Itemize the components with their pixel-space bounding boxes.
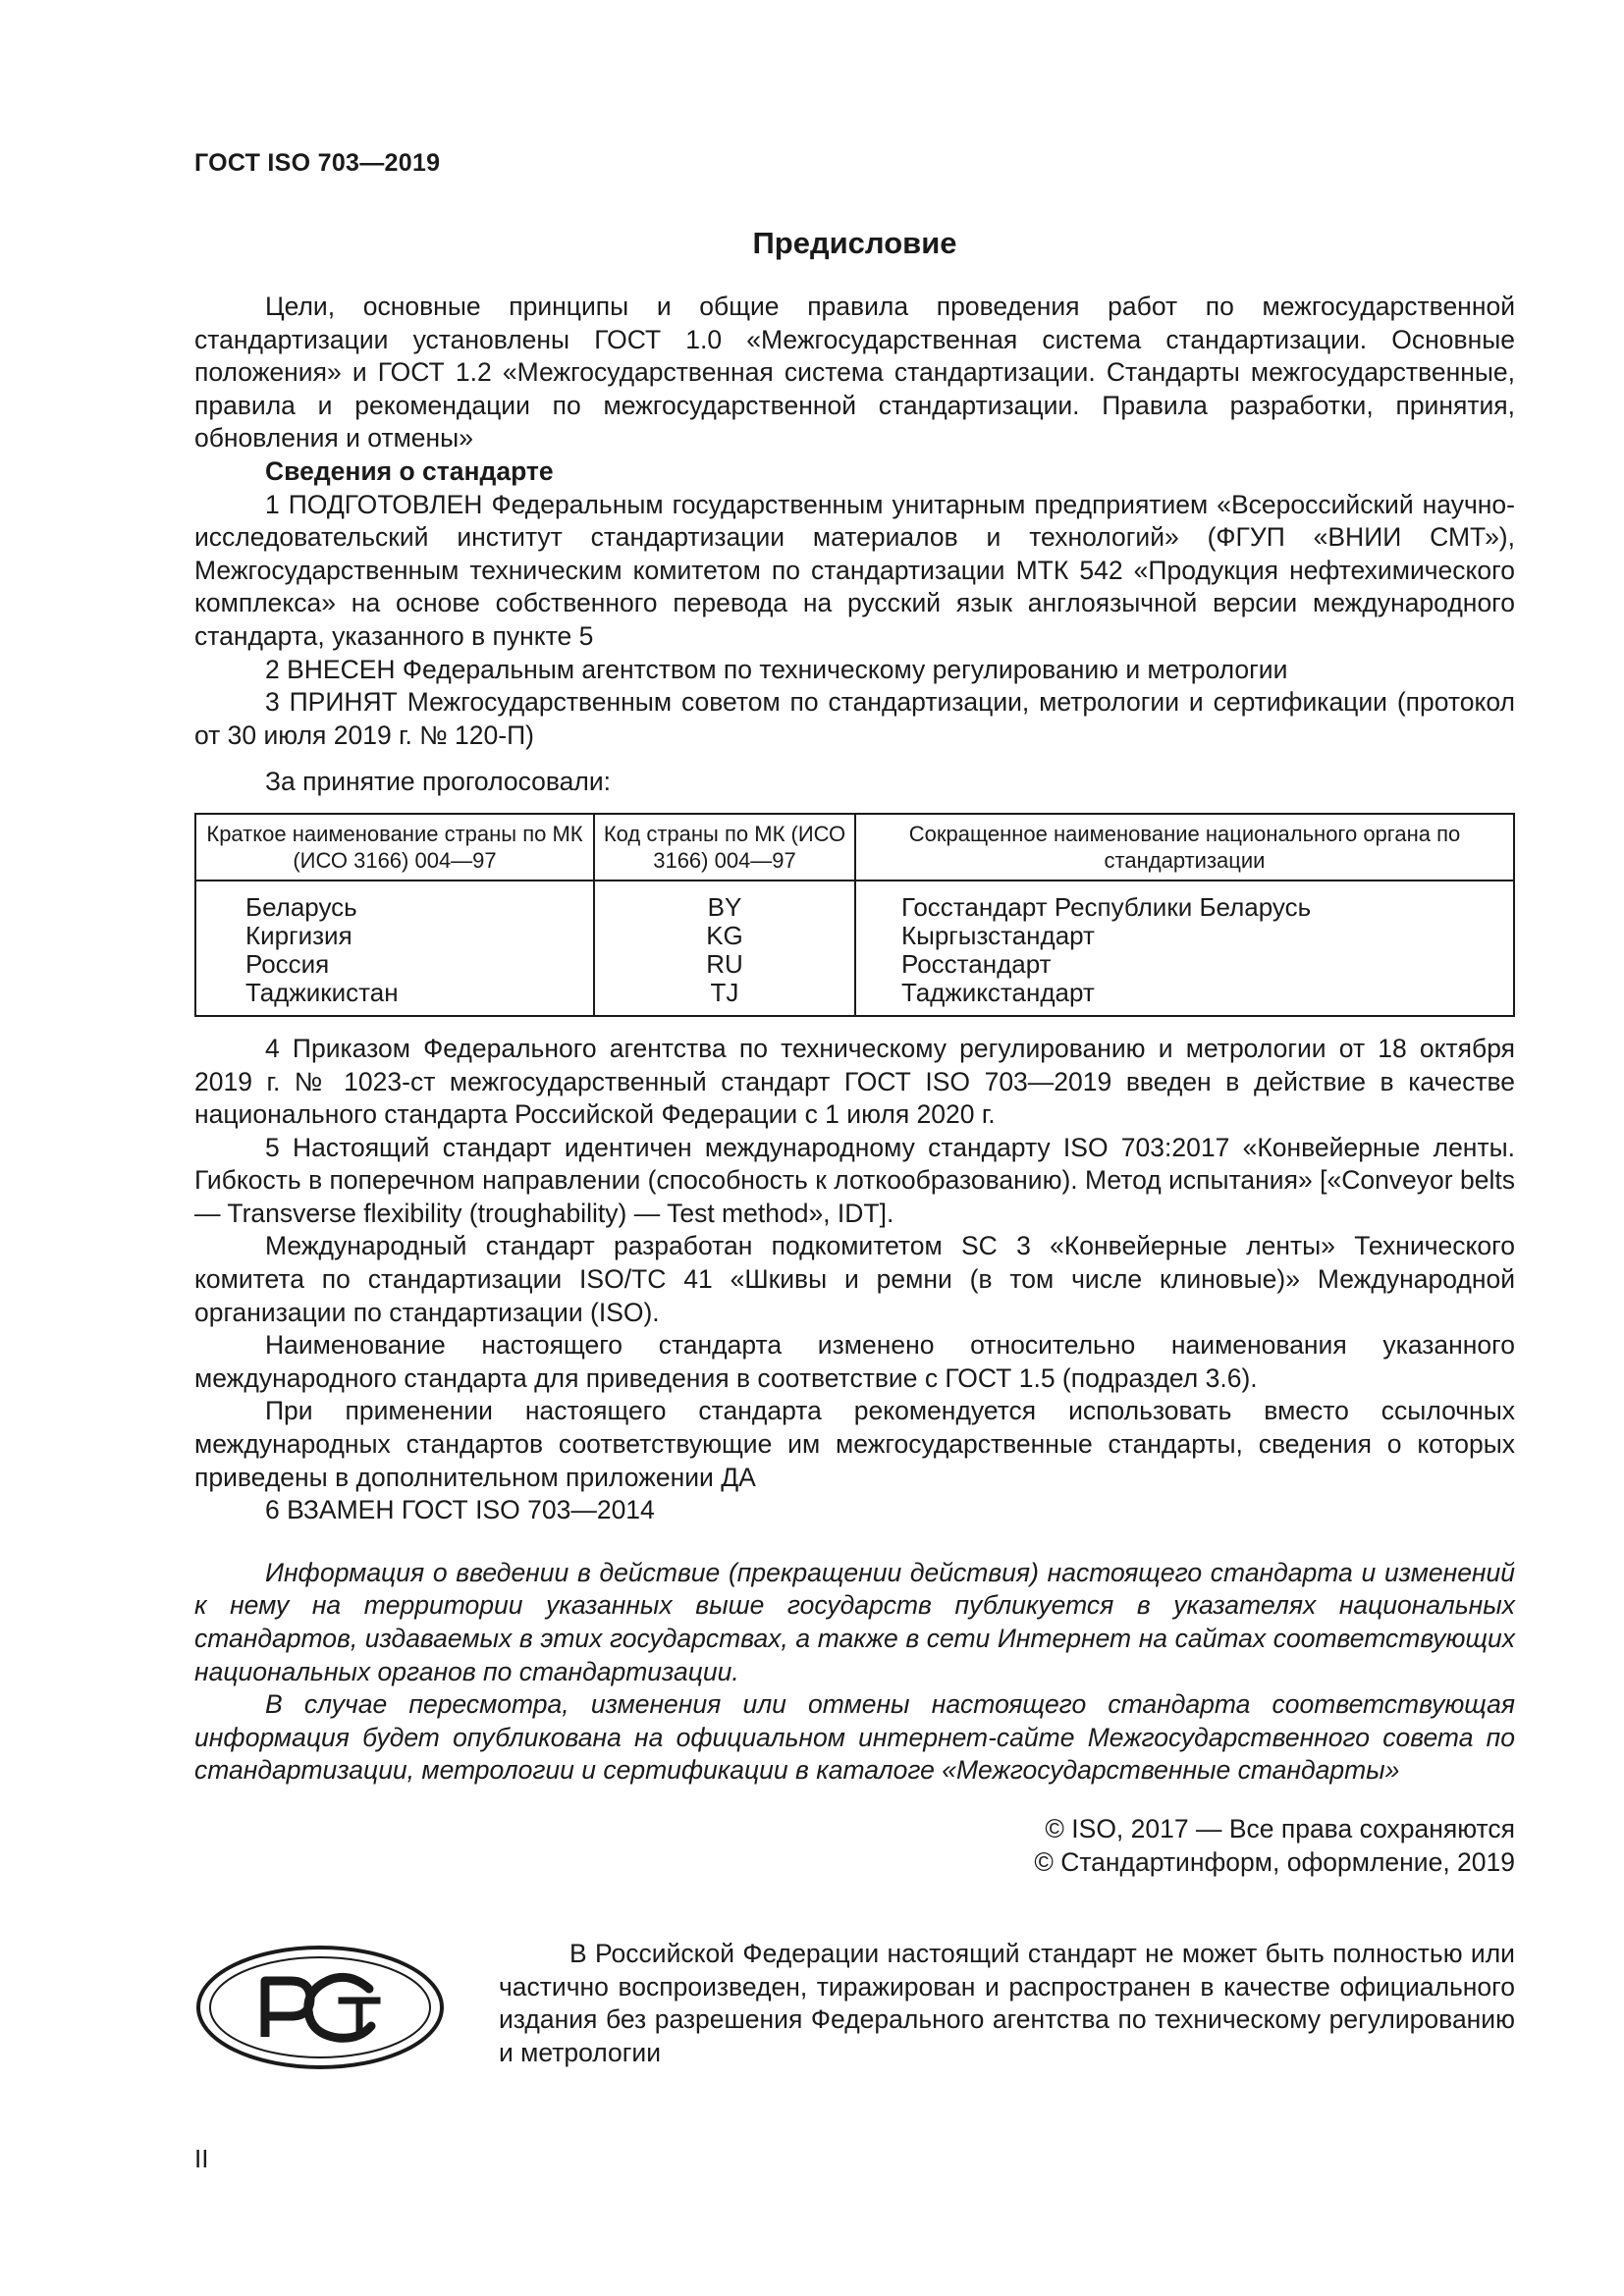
table-cell-country: Россия <box>195 950 594 979</box>
table-header-body: Сокращенное наименование национального органа по стандартизации <box>855 814 1514 881</box>
table-cell-body: Госстандарт Республики Беларусь <box>855 881 1514 922</box>
table-header-code: Код страны по МК (ИСО 3166) 004—97 <box>594 814 855 881</box>
info-heading: Сведения о стандарте <box>265 455 554 486</box>
item-3: 3 ПРИНЯТ Межгосударственным советом по стандартизации, метрологии и сертификации (протокол от 30 июля 2019 г. № 120-П) <box>194 687 1515 750</box>
intro-paragraph: Цели, основные принципы и общие правила проведения работ по межгосударственной стандартизации установлены ГОСТ 1.0 «Межгосударственная система стандартизации. Основные положения» и ГОСТ 1.2 «Межгосударственная система стандартизации. Стандарты межгосударственные, правила и рекомендации по межгосударственной стандартизации. Правила разработки, принятия, обновления и отмены» <box>194 292 1515 454</box>
document-body <box>194 291 1515 1879</box>
table-cell-body: Кыргызстандарт <box>855 922 1514 950</box>
voting-table <box>194 813 1515 1017</box>
table-row <box>195 979 1514 1016</box>
table-header-country: Краткое наименование страны по МК (ИСО 3166) 004—97 <box>195 814 594 881</box>
notice-block <box>194 1938 1515 2075</box>
page-number: II <box>194 2144 209 2173</box>
reproduction-notice: В Российской Федерации настоящий стандарт не может быть полностью или частично воспроизведен, тиражирован и распространен в качестве официального издания без разрешения Федерального агентства по техническому регулированию и метрологии <box>499 1939 1515 2067</box>
rst-certification-mark-icon <box>194 1944 446 2071</box>
table-header-row <box>195 814 1514 881</box>
voted-label: За принятие проголосовали: <box>265 767 612 797</box>
item-5-developer: Международный стандарт разработан подкомитетом SC 3 «Конвейерные ленты» Технического комитета по стандартизации ISO/TC 41 «Шкивы и ремни (в том числе клиновые)» Международной организации по стандартизации (ISO). <box>194 1231 1515 1327</box>
table-cell-code: BY <box>594 881 855 922</box>
table-cell-code: TJ <box>594 979 855 1016</box>
italic-note-1: Информация о введении в действие (прекращении действия) настоящего стандарта и изменений к нему на территории указанных выше государств публикуется в указателях национальных стандартов, издаваемых в этих государствах, а также в сети Интернет на сайтах соответствующих национальных органов по стандартизации. <box>194 1557 1515 1686</box>
table-row <box>195 922 1514 950</box>
table-cell-body: Таджикстандарт <box>855 979 1514 1016</box>
running-head: ГОСТ ISO 703—2019 <box>194 149 441 177</box>
table-cell-country: Киргизия <box>195 922 594 950</box>
table-row <box>195 881 1514 922</box>
item-6: 6 ВЗАМЕН ГОСТ ISO 703—2014 <box>265 1495 655 1525</box>
table-cell-code: KG <box>594 922 855 950</box>
copyright-standartinform: © Стандартинформ, оформление, 2019 <box>1034 1846 1515 1877</box>
item-2: 2 ВНЕСЕН Федеральным агентством по техническому регулированию и метрологии <box>265 654 1288 684</box>
table-cell-country: Таджикистан <box>195 979 594 1016</box>
table-cell-code: RU <box>594 950 855 979</box>
table-cell-country: Беларусь <box>195 881 594 922</box>
item-1: 1 ПОДГОТОВЛЕН Федеральным государственным унитарным предприятием «Всероссийский научно-исследовательский институт стандартизации материалов и технологий» (ФГУП «ВНИИ СМТ»), Межгосударственным техническим комитетом по стандартизации МТК 542 «Продукция нефтехимического комплекса» на основе собственного перевода на русский язык англоязычной версии международного стандарта, указанного в пункте 5 <box>194 489 1515 651</box>
italic-note-2: В случае пересмотра, изменения или отмены настоящего стандарта соответствующая информация будет опубликована на официальном интернет-сайте Межгосударственного совета по стандартизации, метрологии и сертификации в каталоге «Межгосударственные стандарты» <box>194 1689 1515 1786</box>
item-5: 5 Настоящий стандарт идентичен международному стандарту ISO 703:2017 «Конвейерные ленты. Гибкость в поперечном направлении (способность к лоткообразованию). Метод испытания» [«Conveyor belts — Transverse flexibility (troughability) — Test method», IDT]. <box>194 1132 1515 1228</box>
item-4: 4 Приказом Федерального агентства по техническому регулированию и метрологии от 18 октября 2019 г. № 1023-ст межгосударственный стандарт ГОСТ ISO 703—2019 введен в действие в качестве национального стандарта Российской Федерации с 1 июля 2020 г. <box>194 1033 1515 1130</box>
copyright-iso: © ISO, 2017 — Все права сохраняются <box>1045 1813 1515 1843</box>
item-5-name-change: Наименование настоящего стандарта изменено относительно наименования указанного международного стандарта для приведения в соответствие с ГОСТ 1.5 (подраздел 3.6). <box>194 1330 1515 1393</box>
item-5-references: При применении настоящего стандарта рекомендуется использовать вместо ссылочных международных стандартов соответствующие им межгосударственные стандарты, сведения о которых приведены в дополнительном приложении ДА <box>194 1396 1515 1492</box>
table-row <box>195 950 1514 979</box>
page-title: Предисловие <box>752 226 957 260</box>
table-cell-body: Росстандарт <box>855 950 1514 979</box>
